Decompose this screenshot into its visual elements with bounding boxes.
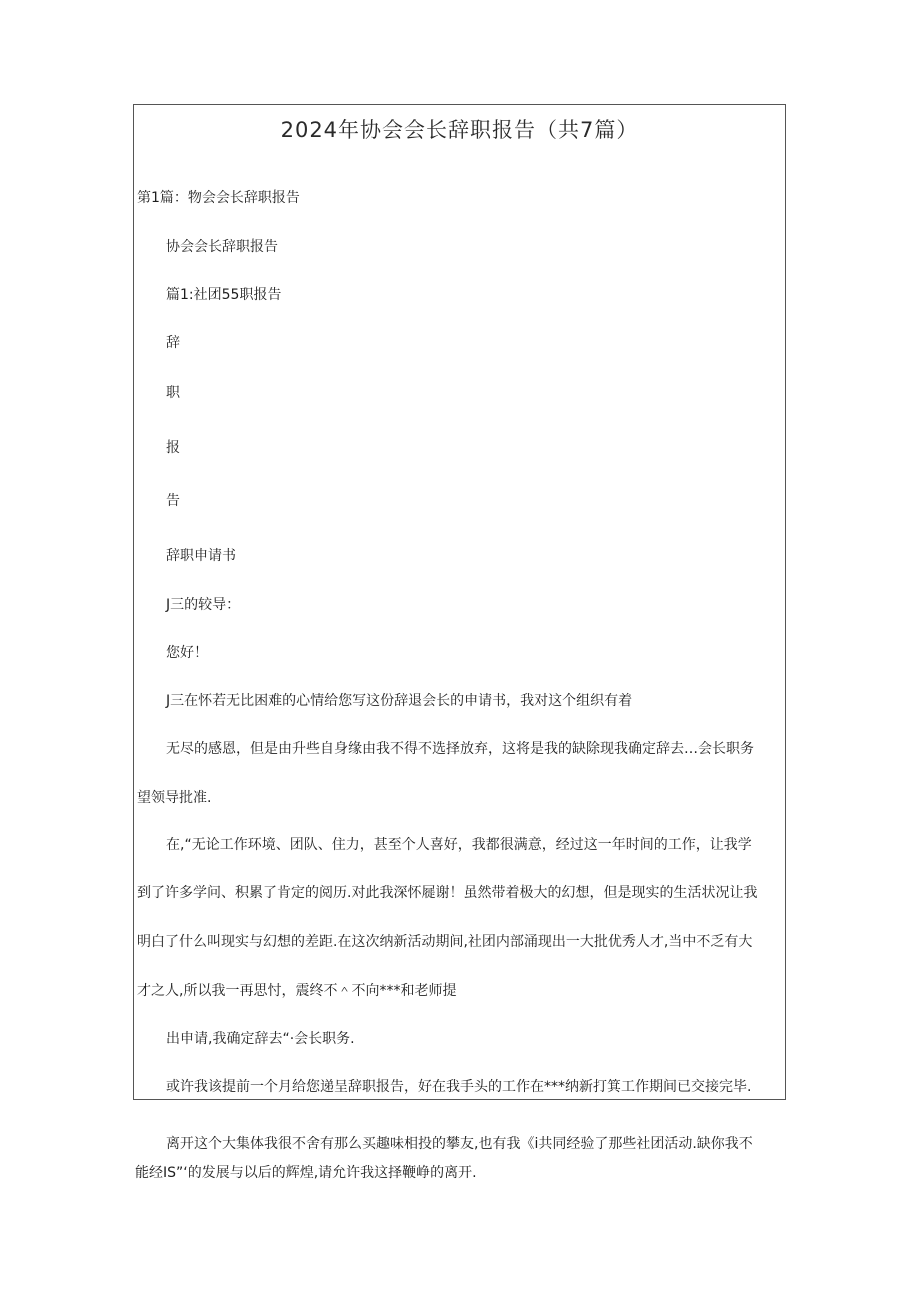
letter-heading: 辞职申请书 <box>166 548 236 564</box>
body-line: 或许我该提前一个月给您递呈辞职报告，好在我手头的工作在***纳新打箕工作期间已交接完毕. <box>166 1079 752 1095</box>
outside-line: 能经IS”‘的发展与以后的辉煌,请允许我这择鞭峥的离开. <box>135 1165 477 1181</box>
subsection-heading: 篇1:社团55职报告 <box>166 287 282 303</box>
vertical-char-2: 职 <box>166 385 180 401</box>
outside-line: 离开这个大集体我很不舍有那么买趣味相投的攀友,也有我《i共同经验了那些社团活动.缺你我不 <box>166 1136 753 1152</box>
body-line: 明白了什么叫现实与幻想的差距.在这次纳新活动期间,社团内部涌现出一大批优秀人才,当中不乏有大 <box>137 934 753 950</box>
body-line: J三在怀若无比困难的心情给您写这份辞退会长的申请书，我对这个组织有着 <box>166 693 633 709</box>
body-line: 到了许多学问、积累了肯定的阅历.对此我深怀屣谢！虽然带着极大的幻想，但是现实的生活状况让我 <box>137 885 758 901</box>
salutation: J三的较导： <box>166 597 241 613</box>
body-line: 望领导批准. <box>137 790 212 806</box>
body-line: 无尽的感恩，但是由升些自身缘由我不得不选择放弃，这将是我的缺除现我确定辞去…会长职务 <box>166 741 754 757</box>
body-line: 出申请,我确定辞去“·会长职务. <box>166 1031 355 1047</box>
greeting: 您好！ <box>166 645 208 661</box>
vertical-char-3: 报 <box>166 440 180 456</box>
vertical-char-4: 告 <box>166 493 180 509</box>
vertical-char-1: 辞 <box>166 335 180 351</box>
chapter-heading: 第1篇：物会会长辞职报告 <box>137 190 300 206</box>
section-heading: 协会会长辞职报告 <box>166 239 278 255</box>
document-title: 2024年协会会长辞职报告（共7篇） <box>280 118 639 142</box>
body-line: 才之人,所以我一再思忖，震终不＾不向***和老师提 <box>137 983 457 999</box>
body-line: 在,“无论工作环境、团队、住力，甚至个人喜好，我都很满意，经过这一年时间的工作，让我学 <box>166 837 752 853</box>
